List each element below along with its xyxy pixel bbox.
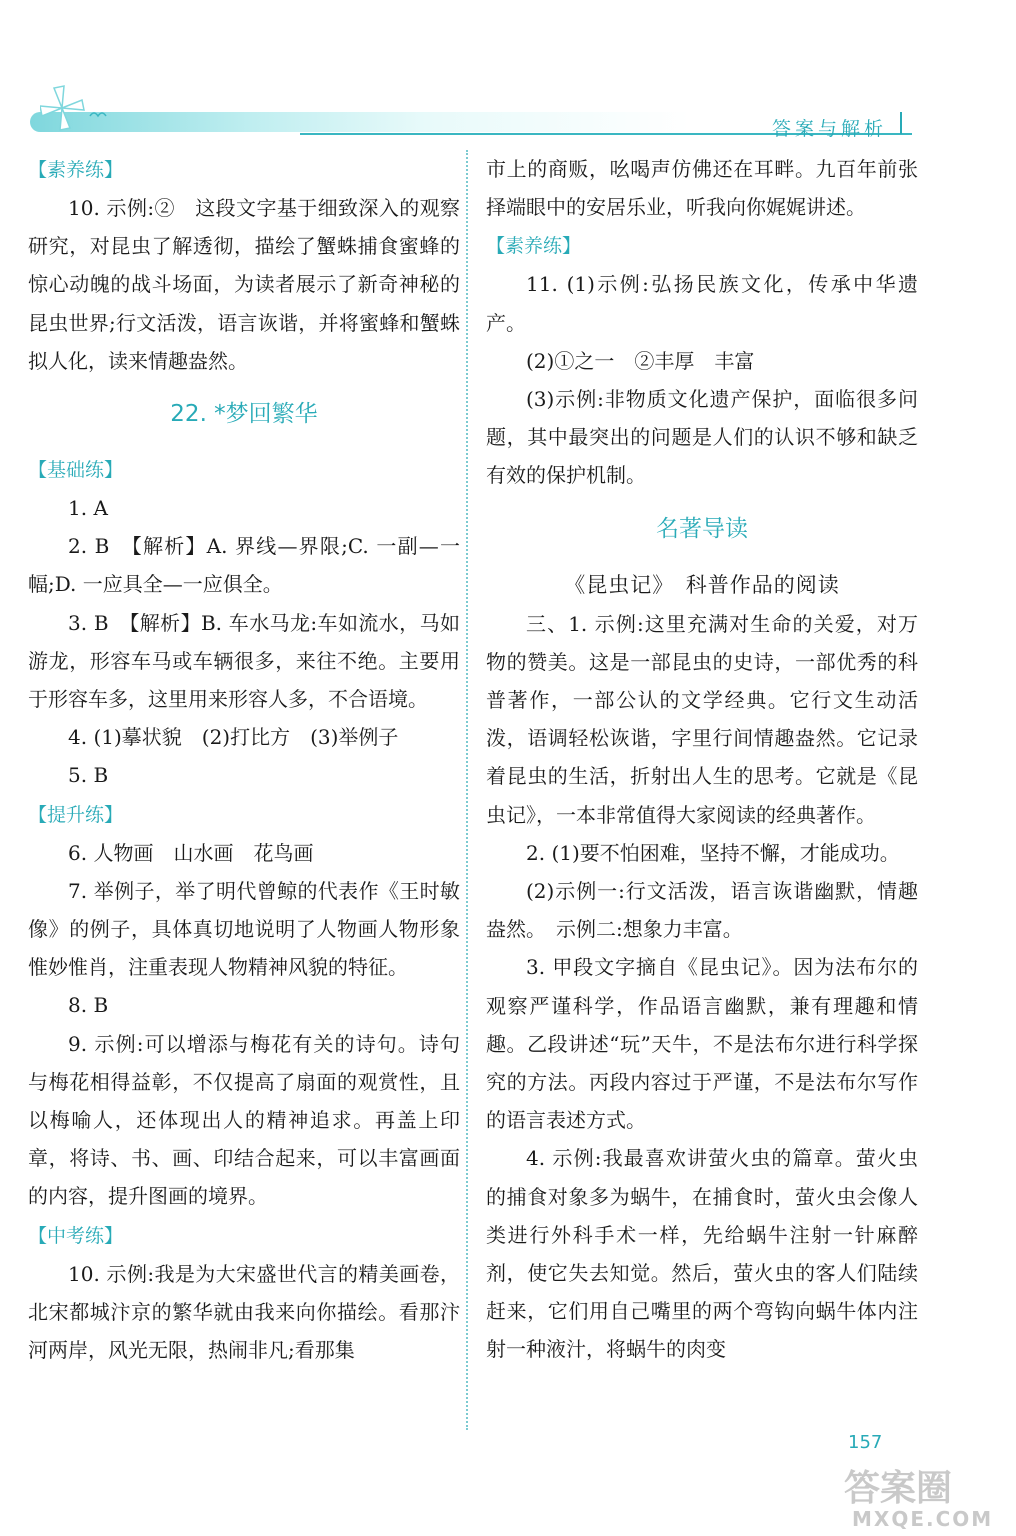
- section-tag: 【提升练】: [28, 803, 124, 826]
- left-column: [28, 150, 460, 1369]
- reading-answer-2-2: (2)示例一:行文活泼，语言诙谐幽默，情趣盎然。 示例二:想象力丰富。: [486, 879, 918, 942]
- section-subtitle: 《昆虫记》 科普作品的阅读: [564, 572, 840, 597]
- header-bracket: [900, 112, 902, 134]
- answer-1: 1. A: [68, 496, 108, 521]
- reading-answer-2-1: 2. (1)要不怕困难，坚持不懈，才能成功。: [526, 840, 900, 865]
- section-tag: 【素养练】: [486, 235, 582, 258]
- answer-11-1: 11. (1)示例:弘扬民族文化，传承中华遗产。: [486, 272, 918, 335]
- page-number: 157: [848, 1432, 883, 1453]
- answer-3: 3. B 【解析】B. 车水马龙:车如流水，马如游龙，形容车马或车辆很多，来往不绝。主要用于形容车多，这里用来形容人多，不合语境。: [28, 610, 460, 712]
- column-divider: [466, 150, 468, 1430]
- section-tag: 【中考练】: [28, 1224, 124, 1247]
- answer-11-2: (2)①之一 ②丰厚 丰富: [526, 348, 755, 373]
- answer-5: 5. B: [68, 763, 109, 788]
- reading-answer-1: 三、1. 示例:这里充满对生命的关爱，对万物的赞美。这是一部昆虫的史诗，一部优秀的科普著作，一部公认的文学经典。它行文生动活泼，语调轻松诙谐，字里行间情趣盎然。它记录着昆虫的生活，折射出人生的思考。它就是《昆虫记》，一本非常值得大家阅读的经典著作。: [486, 611, 918, 827]
- header-title: 答案与解析: [772, 118, 888, 140]
- page-header: [0, 0, 1016, 140]
- answer-7: 7. 举例子，举了明代曾鲸的代表作《王时敏像》的例子，具体真切地说明了人物画人物形象惟妙惟肖，注重表现人物精神风貌的特征。: [28, 878, 460, 980]
- answer-10: 10. 示例:② 这段文字基于细致深入的观察研究，对昆虫了解透彻，描绘了蟹蛛捕食蜜蜂的惊心动魄的战斗场面，为读者展示了新奇神秘的昆虫世界;行文活泼，语言诙谐，并将蜜蜂和蟹蛛拟人化，读来情趣盎然。: [28, 196, 460, 373]
- answer-6: 6. 人物画 山水画 花鸟画: [68, 840, 314, 865]
- lesson-title: 22. *梦回繁华: [170, 401, 318, 428]
- answer-4: 4. (1)摹状貌 (2)打比方 (3)举例子: [68, 725, 399, 750]
- watermark-logo: [838, 1458, 1006, 1530]
- right-column: [486, 150, 918, 1369]
- answer-11-3: (3)示例:非物质文化遗产保护，面临很多问题，其中最突出的问题是人们的认识不够和缺乏有效的保护机制。: [486, 387, 918, 488]
- answer-8: 8. B: [68, 993, 109, 1018]
- answer-2: 2. B 【解析】A. 界线—界限;C. 一副—一幅;D. 一应具全—一应俱全。: [28, 534, 460, 597]
- section-tag: 【素养练】: [28, 159, 124, 181]
- answer-9: 9. 示例:可以增添与梅花有关的诗句。诗句与梅花相得益彰，不仅提高了扇面的观赏性，且以梅喻人，还体现出人的精神追求。再盖上印章，将诗、书、画、印结合起来，可以丰富画面的内容，提升图画的境界。: [28, 1031, 460, 1209]
- section-title: 名著导读: [656, 515, 748, 542]
- windmill-icon: [40, 82, 120, 134]
- watermark-bottom: MXQE.COM: [852, 1507, 994, 1530]
- watermark-top: 答案圈: [844, 1468, 953, 1509]
- reading-answer-4: 4. 示例:我最喜欢讲萤火虫的篇章。萤火虫的捕食对象多为蜗牛，在捕食时，萤火虫会像人类进行外科手术一样，先给蜗牛注射一针麻醉剂，使它失去知觉。然后，萤火虫的客人们陆续赶来，它们用自己嘴里的两个弯钩向蜗牛体内注射一种液汁，将蜗牛的肉变: [486, 1146, 918, 1362]
- reading-answer-3: 3. 甲段文字摘自《昆虫记》。因为法布尔的观察严谨科学，作品语言幽默，兼有理趣和情趣。乙段讲述“玩”天牛，不是法布尔进行科学探究的方法。丙段内容过于严谨，不是法布尔写作的语言表述方式。: [486, 955, 918, 1133]
- section-tag: 【基础练】: [28, 459, 124, 482]
- answer-10b: 10. 示例:我是为大宋盛世代言的精美画卷，北宋都城汴京的繁华就由我来向你描绘。看那汴河两岸，风光无限，热闹非凡;看那集: [28, 1261, 460, 1363]
- answer-10-continued: 市上的商贩，吆喝声仿佛还在耳畔。九百年前张择端眼中的安居乐业，听我向你娓娓讲述。: [486, 157, 918, 220]
